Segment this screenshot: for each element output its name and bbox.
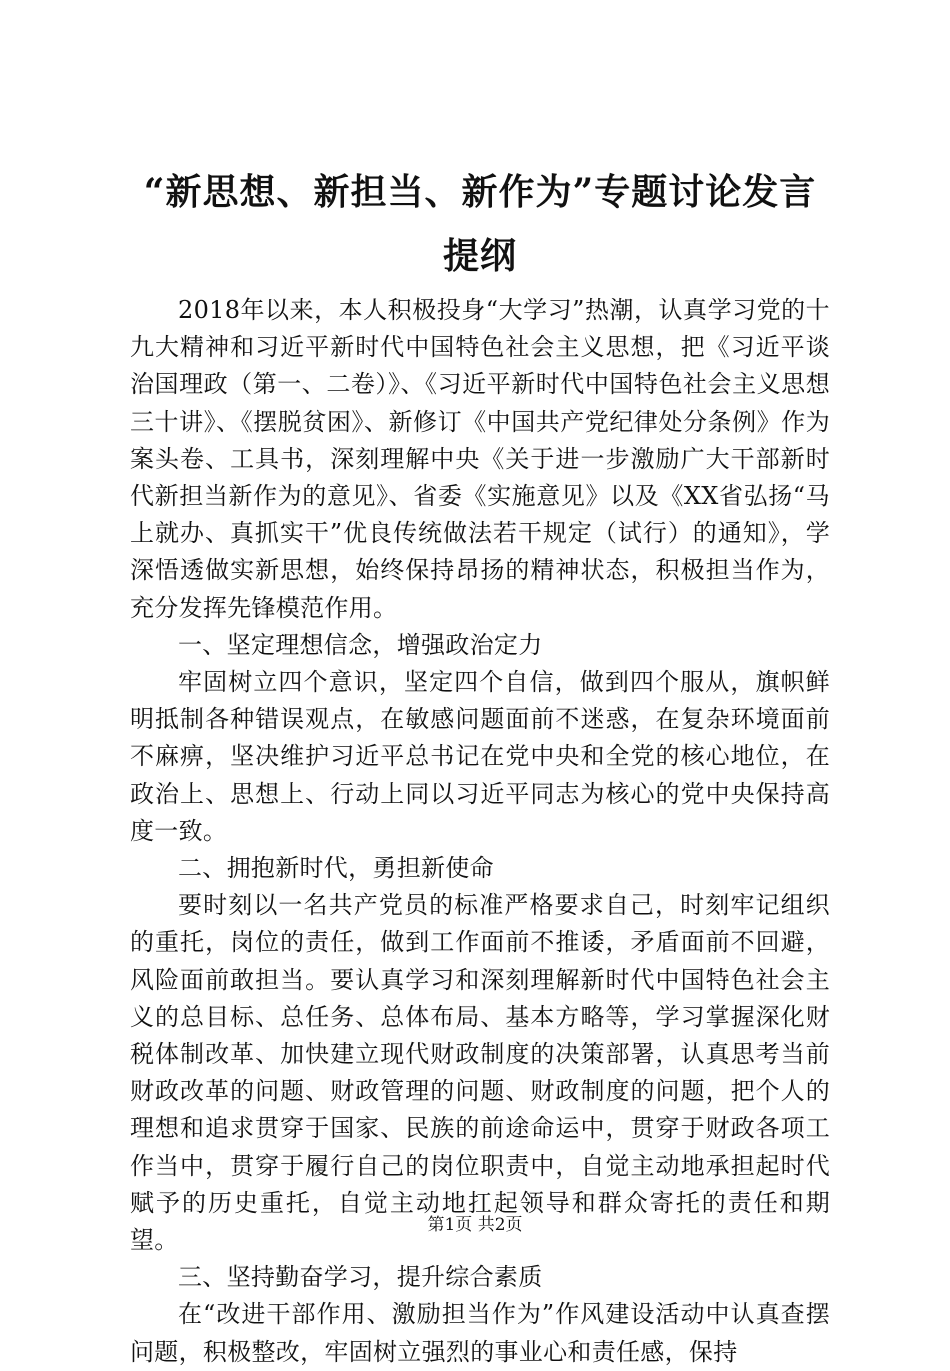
- section-heading-3: 三、坚持勤奋学习，提升综合素质: [178, 1263, 543, 1292]
- section-paragraph-1: 牢固树立四个意识，坚定四个自信，做到四个服从，旗帜鲜明抵制各种错误观点，在敏感问题面前不迷惑，在复杂环境面前不麻痹，坚决维护习近平总书记在党中央和全党的核心地位，在政治上、思想上、行动上同以习近平同志为核心的党中央保持高度一致。: [130, 668, 830, 845]
- section-heading-1: 一、坚定理想信念，增强政治定力: [178, 630, 543, 659]
- section-heading-2: 二、拥抱新时代，勇担新使命: [178, 854, 494, 883]
- section-paragraph-2: 要时刻以一名共产党员的标准严格要求自己，时刻牢记组织的重托，岗位的责任，做到工作面前不推诿，矛盾面前不回避，风险面前敢担当。要认真学习和深刻理解新时代中国特色社会主义的总目标、总任务、总体布局、基本方略等，学习掌握深化财税体制改革、加快建立现代财政制度的决策部署，认真思考当前财政改革的问题、财政管理的问题、财政制度的问题，把个人的理想和追求贯穿于国家、民族的前途命运中，贯穿于财政各项工作当中，贯穿于履行自己的岗位职责中，自觉主动地承担起时代赋予的历史重托，自觉主动地扛起领导和群众寄托的责任和期望。: [130, 891, 830, 1255]
- page-number-footer: 第1页 共2页: [427, 1215, 523, 1235]
- intro-paragraph: 2018年以来，本人积极投身“大学习”热潮，认真学习党的十九大精神和习近平新时代中国特色社会主义思想，把《习近平谈治国理政（第一、二卷）》、《习近平新时代中国特色社会主义思想三十讲》、《摆脱贫困》、新修订《中国共产党纪律处分条例》作为案头卷、工具书，深刻理解中央《关于进一步激励广大干部新时代新担当新作为的意见》、省委《实施意见》以及《XX省弘扬“马上就办、真抓实干”优良传统做法若干规定（试行）的通知》，学深悟透做实新思想，始终保持昂扬的精神状态，积极担当作为，充分发挥先锋模范作用。: [130, 296, 830, 622]
- document-body: [130, 292, 830, 1371]
- document-title: “新思想、新担当、新作为”专题讨论发言提纲: [143, 171, 817, 277]
- section-paragraph-3: 在“改进干部作用、激励担当作为”作风建设活动中认真查摆问题，积极整改，牢固树立强烈的事业心和责任感，保持: [130, 1300, 830, 1366]
